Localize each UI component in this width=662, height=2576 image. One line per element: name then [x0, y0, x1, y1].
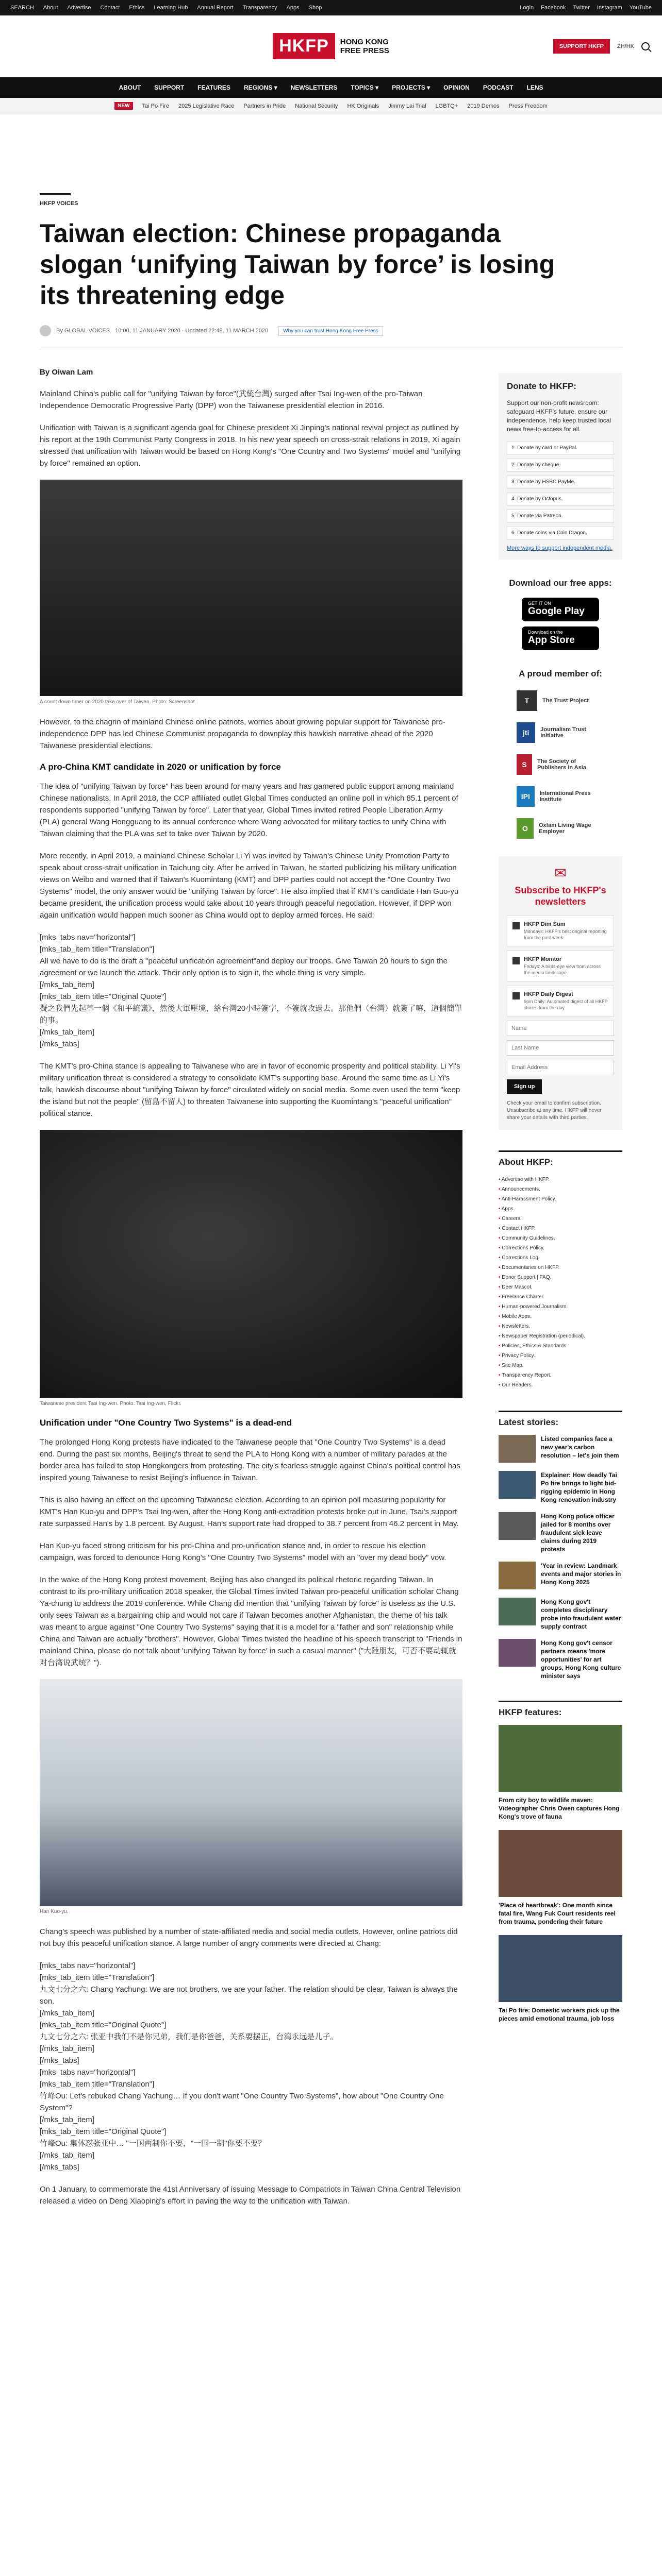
- trending-bar: [0, 98, 662, 114]
- about-link[interactable]: • Mobile Apps.: [499, 1312, 622, 1321]
- feature-story[interactable]: [499, 1935, 622, 2023]
- payment-option[interactable]: 1. Donate by card or PayPal.: [507, 441, 614, 455]
- image-caption: Taiwanese president Tsai Ing-wen. Photo: Tsai Ing-wen, Flickr.: [40, 1401, 181, 1406]
- paragraph: However, to the chagrin of mainland Chinese online patriots, worries about growing popular support for Taiwanese pro-independence DPP has led Chinese Communist propaganda to downplay this hawkish narrative ahead of the 2020 Taiwanese presidential elections.: [40, 718, 445, 750]
- member-logo[interactable]: [517, 816, 604, 841]
- story-title[interactable]: Hong Kong police officer jailed for 8 months over fraudulent sick leave claims during 2019 protests: [541, 1513, 615, 1553]
- trending-link[interactable]: Partners in Pride: [243, 103, 286, 109]
- nav-item[interactable]: ABOUT: [119, 84, 141, 91]
- logo-line2: FREE PRESS: [340, 46, 389, 55]
- trending-link[interactable]: LGBTQ+: [435, 103, 458, 109]
- paragraph: Mainland China's public call for "unifying Taiwan by force"(武統台灣) surged after Tsai Ing-wen of the pro-Taiwan Independence Democratic Progressive Party (DPP) won the Taiwanese presidential election in 2016.: [40, 389, 423, 410]
- shortcode-line: 竹峰Ou: 集体怼张亚中… "一国两制你不要，"一国一制"你要不要？: [40, 2139, 266, 2148]
- site-logo[interactable]: [273, 33, 389, 59]
- story-thumbnail[interactable]: [499, 1512, 536, 1540]
- shortcode-line: 九文七分之六: Chang Yachung: We are not brothers, we are your father. The relation should be clear, Taiwan is always the son.: [40, 1985, 458, 2006]
- payment-options: [507, 441, 614, 540]
- newsletter-text: [524, 991, 608, 1011]
- story-thumbnail[interactable]: [499, 1471, 536, 1499]
- trending-link[interactable]: Press Freedom: [508, 103, 548, 109]
- masthead-actions: [553, 39, 650, 54]
- member-name: The Society of Publishers in Asia: [537, 758, 586, 771]
- about-link[interactable]: • Contact HKFP.: [499, 1224, 622, 1233]
- feature-stories: [499, 1725, 622, 2023]
- section-kicker[interactable]: HKFP VOICES: [40, 200, 78, 207]
- shortcode-line: [mks_tab_item title="Original Quote"]: [40, 2021, 167, 2029]
- about-link[interactable]: • Corrections Policy.: [499, 1243, 622, 1253]
- about-link[interactable]: • Anti-Harassment Policy.: [499, 1194, 622, 1204]
- latest-story[interactable]: [499, 1598, 622, 1631]
- nav-item[interactable]: SUPPORT: [154, 84, 185, 91]
- payment-option[interactable]: 4. Donate by Octopus.: [507, 492, 614, 506]
- feature-image[interactable]: [499, 1935, 622, 2002]
- about-link[interactable]: • Policies, Ethics & Standards.: [499, 1341, 622, 1351]
- newsletter-desc: Mondays: HKFP's best original reporting from the past week.: [524, 929, 607, 940]
- shortcode-line: 竹峰Ou: Let's rebuked Chang Yachung… If you don't want "One Country Two Systems", how about "One Country One System"?: [40, 2092, 444, 2112]
- nav-item[interactable]: FEATURES: [197, 84, 230, 91]
- member-name: Oxfam Living Wage Employer: [538, 822, 591, 835]
- member-mark: jti: [517, 722, 535, 743]
- member-logo[interactable]: [517, 752, 604, 777]
- trending-links: [142, 103, 548, 109]
- shortcode-line: [/mks_tab_item]: [40, 2009, 94, 2018]
- member-name: The Trust Project: [542, 698, 589, 704]
- shortcode-block: [40, 1960, 462, 2173]
- shortcode-line: [mks_tab_item title="Original Quote"]: [40, 992, 167, 1001]
- app-store-big: App Store: [528, 635, 575, 646]
- shortcode-line: 擬之我們先起草一個《和平統議》，然後大軍壓境，給台灣20小時簽字，不簽就攻過去。那他們（台灣）就簽了嘛，這個簡單的事。: [40, 1004, 462, 1025]
- kicker-rule: [40, 193, 71, 198]
- newsletter-text: [524, 921, 608, 941]
- payment-option[interactable]: 2. Donate by cheque.: [507, 458, 614, 472]
- paragraph: The KMT's pro-China stance is appealing to Taiwanese who are in favor of economic prosperity and political stability. Li Yi's military unification threat is considered a strategy to consolidate KMT's supporting base. Around the same time as Li Yi's talk, hawkish discourse about "unifying Taiwan by force" circulated widely on social media. Some even used the term "keep the island but not the people" (留島不留人) to threaten Taiwanese into supporting the Kuomintang's "peaceful unification" political stance.: [40, 1062, 460, 1118]
- about-link[interactable]: • Privacy Policy.: [499, 1351, 622, 1361]
- shortcode-block: [40, 931, 462, 1050]
- social-link[interactable]: Facebook: [541, 5, 566, 11]
- social-link[interactable]: YouTube: [629, 5, 652, 11]
- logo-mark: HKFP: [273, 33, 335, 59]
- paragraph: The idea of "unifying Taiwan by force" has been around for many years and has gamered public support among mainland Chinese nationalists. In April 2018, the CCP affiliated outlet Global Times conducted an online poll in which 85.1 percent of respondents supported "unifying Taiwan by force". Later that year, Global Times invited retired People Liberation Army (PLA) general Wang Hongguang to its annual conference where Wang advocated for military tactics to unify China with Taiwan claiming that the PLA was set to take over Taiwan by 2020.: [40, 782, 458, 838]
- app-store-small: Download on the: [528, 630, 563, 635]
- logo-wordmark: [340, 38, 389, 55]
- newsletter-name: HKFP Daily Digest: [524, 991, 573, 997]
- newsletter-box: [499, 856, 622, 1130]
- email-field[interactable]: [507, 1060, 614, 1075]
- shortcode-line: [mks_tabs nav="horizontal"]: [40, 933, 136, 942]
- donate-box: [499, 373, 622, 560]
- nav-item[interactable]: PROJECTS ▾: [392, 84, 431, 91]
- latest-stories: [499, 1435, 622, 1680]
- about-link[interactable]: • Newspaper Registration (periodical).: [499, 1331, 622, 1341]
- feature-story[interactable]: [499, 1830, 622, 1926]
- paragraph: The prolonged Hong Kong protests have indicated to the Taiwanese people that "One Country Two Systems" is a dead end. During the past six months, Beijing's threat to send the PLA to Hong Kong with a number of military parades at the border area has failed to stop Hongkongers from protesting. The city's fearless struggle against China's political control has inspired young Taiwanese to resist Beijing's influence in Taiwan.: [40, 1438, 460, 1482]
- shortcode-line: [mks_tabs nav="horizontal"]: [40, 1961, 136, 1970]
- nav-item[interactable]: OPINION: [443, 84, 470, 91]
- member-logo[interactable]: [517, 688, 604, 713]
- last-name-field[interactable]: [507, 1040, 614, 1056]
- shortcode-line: [/mks_tab_item]: [40, 2115, 94, 2124]
- story-thumbnail[interactable]: [499, 1639, 536, 1667]
- utility-link[interactable]: Transparency: [242, 5, 277, 11]
- story-thumbnail[interactable]: [499, 1435, 536, 1463]
- about-link[interactable]: • Newsletters.: [499, 1321, 622, 1331]
- newsletter-desc: Fridays: A birds-eye view from across the media landscape.: [524, 964, 601, 975]
- shortcode-line: [/mks_tab_item]: [40, 980, 94, 989]
- about-link[interactable]: • Transparency Report.: [499, 1370, 622, 1380]
- story-title[interactable]: Explainer: How deadly Tai Po fire brings to light bid-rigging epidemic in Hong Kong renovation industry: [541, 1471, 617, 1503]
- article-body: [40, 349, 462, 2217]
- paragraph: More recently, in April 2019, a mainland Chinese Scholar Li Yi was invited by Taiwan's Chinese Unity Promotion Party to speak about cross-strait unification in Taichung city. After he arrived in Taiwan, he started publicizing his military unification views on Weibo and warned that if Taiwan's Kuomintang (KMT) and DPP parties could not accept the "One Country Two Systems" model, the only answer would be "unifying Taiwan by force". He also implied that if KMT's candidate Han Guo-yu became president, the unification process would take about 10 years through peaceful negotiation. However, if DPP won again unification would happen much sooner as China would opt to deploy armed forces. He said:: [40, 852, 459, 920]
- about-link[interactable]: • Donor Support | FAQ.: [499, 1273, 622, 1282]
- trending-link[interactable]: 2019 Demos: [467, 103, 500, 109]
- paragraph: Han Kuo-yu faced strong criticism for his pro-China and pro-unification stance and, in order to rescue his election campaign, was forced to denounce Hong Kong's "One Country Two Systems" model with an "over my dead body" vow.: [40, 1541, 446, 1562]
- about-link[interactable]: • Deer Mascot.: [499, 1282, 622, 1292]
- donate-title: Donate to HKFP:: [507, 381, 577, 391]
- story-thumbnail[interactable]: [499, 1562, 536, 1589]
- payment-option[interactable]: 6. Donate coins via Coin Dragon.: [507, 526, 614, 540]
- image-caption: Han Kuo-yu.: [40, 1909, 69, 1914]
- search-icon[interactable]: [641, 42, 650, 50]
- social-link[interactable]: Instagram: [597, 5, 622, 11]
- social-link[interactable]: Twitter: [573, 5, 590, 11]
- apps-title: Download our free apps:: [509, 578, 612, 588]
- member-mark: O: [517, 818, 534, 839]
- newsletter-note: Check your email to confirm subscription. Unsubscribe at any time. HKFP will never share your details with third parties.: [507, 1100, 602, 1121]
- newsletter-option[interactable]: [507, 916, 614, 946]
- top-utility-bar: [0, 0, 662, 15]
- checkbox[interactable]: [512, 922, 520, 929]
- latest-story[interactable]: [499, 1512, 622, 1553]
- sidebar: [499, 349, 622, 2217]
- shortcode-line: [/mks_tabs]: [40, 1040, 79, 1048]
- shortcode-line: [mks_tab_item title="Translation"]: [40, 1973, 155, 1982]
- about-link[interactable]: • Careers.: [499, 1214, 622, 1224]
- new-badge: NEW: [114, 102, 133, 110]
- countdown-screenshot-image: [40, 480, 462, 696]
- byline-author[interactable]: By GLOBAL VOICES: [56, 328, 110, 334]
- paragraph: Chang's speech was published by a number of state-affiliated media and social media outlets. However, online patriots did not buy this peaceful unification stance. A large number of angry comments were directed at Chang:: [40, 1927, 458, 1948]
- member-logo[interactable]: [517, 720, 604, 745]
- feature-title[interactable]: From city boy to wildlife maven: Videographer Chris Owen captures Hong Kong's trove of fauna: [499, 1797, 620, 1820]
- trending-link[interactable]: Jimmy Lai Trial: [388, 103, 426, 109]
- paragraph: This is also having an effect on the upcoming Taiwanese election. According to an opinion poll measuring popularity for KMT's Han Kuo-yu and DPP's Tsai Ing-wen, after the Hong Kong anti-extradition protests broke out in June, Tsai's support rate surpassed Han's by 1.8 percent. By August, Han's support rate had dropped to 38.7 percent from 46.2 percent in May.: [40, 1496, 459, 1528]
- shortcode-line: [/mks_tabs]: [40, 2163, 79, 2172]
- paragraph: In the wake of the Hong Kong protest movement, Beijing has also changed its political rhetoric regarding Taiwan. In contrast to its pro-military unification 2018 speaker, the Global Times invited Taiwan pro-peaceful unification scholar Chang Ya-chung to address the 2019 conference. While Chang did mention that "unifying Taiwan by force" is useless as the U.S. only sees Taiwan as a bargaining chip and would not care if Taiwan becomes another Afghanistan, the theme of his talk was meant to argue against "One Country Two Systems" saying that it is a model for a "father and son" relationship while China and Taiwan are actually "brothers". However, Global Times twisted the headline of his speech transcript to "Friends in mainland China, please do not talk about 'unifying Taiwan by force' in such a casual manner" ("大陸朋友，可否不要动辄就对台湾说武统？").: [40, 1575, 462, 1667]
- more-ways-link[interactable]: More ways to support independent media.: [507, 545, 613, 551]
- trending-link[interactable]: HK Originals: [347, 103, 379, 109]
- google-play-button[interactable]: [522, 598, 599, 621]
- han-kuo-yu-photo: [40, 1679, 462, 1906]
- article-header: [40, 114, 622, 336]
- about-links: [499, 1175, 622, 1390]
- about-link[interactable]: • Corrections Log.: [499, 1253, 622, 1263]
- member-name: Journalism Trust Initiative: [540, 726, 586, 739]
- envelope-icon: ✉: [554, 865, 567, 881]
- about-link[interactable]: • Documentaries on HKFP.: [499, 1263, 622, 1273]
- shortcode-line: [/mks_tab_item]: [40, 1028, 94, 1037]
- newsletter-options: [507, 916, 614, 1016]
- article-title: Taiwan election: Chinese propaganda slogan ‘unifying Taiwan by force’ is losing its threatening edge: [40, 219, 555, 310]
- story-title[interactable]: Hong Kong gov't censor partners means 'more opportunities' for art groups, Hong Kong culture minister says: [541, 1639, 621, 1680]
- paragraph: On 1 January, to commemorate the 41st Anniversary of issuing Message to Compatriots in Taiwan China Central Television released a video on Deng Xiaoping's effort in paving the way to the unification with Taiwan.: [40, 2185, 461, 2206]
- paragraph: Unification with Taiwan is a significant agenda goal for Chinese president Xi Jinping's national revival project as outlined by his report at the 19th Communist Party Congress in 2018. In his new year speech on cross-strait relations in 2019, Xi again stressed that unification with Taiwan would be based on Hong Kong's "One Country and Two Systems" model and "unifying by force" remained an option.: [40, 423, 461, 468]
- app-store-button[interactable]: [522, 626, 599, 650]
- shortcode-line: [mks_tab_item title="Translation"]: [40, 945, 155, 954]
- story-thumbnail[interactable]: [499, 1598, 536, 1625]
- newsletter-text: [524, 956, 608, 976]
- features-title: HKFP features:: [499, 1701, 622, 1718]
- image-caption: A count down timer on 2020 take over of Taiwan. Photo: Screenshot.: [40, 699, 196, 705]
- member-mark: S: [517, 754, 532, 775]
- language-switch[interactable]: ZH/HK: [617, 43, 634, 49]
- sign-up-button[interactable]: Sign up: [507, 1079, 542, 1094]
- nav-item[interactable]: LENS: [526, 84, 543, 91]
- member-mark: IPI: [517, 786, 535, 807]
- article-author: By Oiwan Lam: [40, 368, 93, 377]
- nav-item[interactable]: NEWSLETTERS: [290, 84, 338, 91]
- utility-link[interactable]: Learning Hub: [154, 5, 188, 11]
- tsai-ing-wen-photo: [40, 1130, 462, 1398]
- story-title[interactable]: 'Year in review: Landmark events and major stories in Hong Kong 2025: [541, 1562, 621, 1586]
- newsletter-name: HKFP Monitor: [524, 956, 562, 962]
- section-heading: Unification under "One Country Two Systems" is a dead-end: [40, 1418, 292, 1428]
- shortcode-line: [/mks_tabs]: [40, 2056, 79, 2065]
- about-link[interactable]: • Site Map.: [499, 1361, 622, 1370]
- about-link[interactable]: • Human-powered Journalism.: [499, 1302, 622, 1312]
- newsletter-option[interactable]: [507, 951, 614, 981]
- google-play-big: Google Play: [528, 606, 585, 617]
- feature-title[interactable]: Tai Po fire: Domestic workers pick up the pieces amid emotional trauma, job loss: [499, 2007, 620, 2022]
- name-field[interactable]: [507, 1021, 614, 1036]
- utility-links: [10, 5, 520, 11]
- social-links: [520, 5, 652, 11]
- google-play-small: GET IT ON: [528, 601, 551, 606]
- member-logo[interactable]: [517, 784, 604, 809]
- masthead: [0, 15, 662, 77]
- utility-link[interactable]: Apps: [286, 5, 300, 11]
- member-mark: T: [517, 690, 537, 711]
- utility-link[interactable]: Advertise: [67, 5, 91, 11]
- newsletter-title: Subscribe to HKFP's newsletters: [515, 885, 606, 907]
- story-title[interactable]: Listed companies face a new year's carbon resolution – let's join them: [541, 1435, 619, 1459]
- trending-link[interactable]: Tai Po Fire: [142, 103, 170, 109]
- shortcode-line: [/mks_tab_item]: [40, 2044, 94, 2053]
- about-link[interactable]: • Apps.: [499, 1204, 622, 1214]
- utility-link[interactable]: About: [43, 5, 58, 11]
- latest-title: Latest stories:: [499, 1411, 622, 1428]
- byline: [40, 325, 622, 336]
- feature-image[interactable]: [499, 1830, 622, 1897]
- checkbox[interactable]: [512, 992, 520, 999]
- shortcode-line: All we have to do is the draft a "peaceful unification agreement"and deploy our troops. Give Taiwan 20 hours to sign the agreement or we launch the attack. Their only option is to sign it, the whole thing is very simple.: [40, 957, 448, 977]
- publish-dates: 10:00, 11 JANUARY 2020 · Updated 22:48, 11 MARCH 2020: [115, 328, 269, 334]
- utility-link[interactable]: Annual Report: [197, 5, 234, 11]
- newsletter-option[interactable]: [507, 986, 614, 1016]
- shortcode-line: [/mks_tab_item]: [40, 2151, 94, 2160]
- member-title: A proud member of:: [519, 669, 602, 679]
- section-heading: A pro-China KMT candidate in 2020 or unification by force: [40, 762, 281, 772]
- payment-option[interactable]: 3. Donate by HSBC PayMe.: [507, 475, 614, 489]
- feature-story[interactable]: [499, 1725, 622, 1821]
- social-link[interactable]: Login: [520, 5, 534, 11]
- member-name: International Press Institute: [539, 790, 591, 803]
- about-link[interactable]: • Freelance Charter.: [499, 1292, 622, 1302]
- support-hkfp-button[interactable]: SUPPORT HKFP: [553, 39, 610, 54]
- main-navigation: [0, 77, 662, 98]
- feature-image[interactable]: [499, 1725, 622, 1792]
- latest-story[interactable]: [499, 1562, 622, 1589]
- about-link[interactable]: • Our Readers.: [499, 1380, 622, 1390]
- latest-story[interactable]: [499, 1435, 622, 1463]
- shortcode-line: [mks_tab_item title="Translation"]: [40, 2080, 155, 2089]
- about-link[interactable]: • Community Guidelines.: [499, 1233, 622, 1243]
- member-logos: [499, 688, 622, 841]
- about-title: About HKFP:: [499, 1150, 622, 1167]
- latest-story[interactable]: [499, 1471, 622, 1504]
- donate-intro: Support our non-profit newsroom: safeguard HKFP's future, ensure our independence, help keep trusted local news free-to-access for all.: [507, 399, 611, 433]
- shortcode-line: 九文七分之六: 张亚中我们不是你兄弟，我们是你爸爸，关系要摆正，台湾永远是儿子。: [40, 2032, 338, 2041]
- utility-link[interactable]: SEARCH: [10, 5, 34, 11]
- trending-link[interactable]: 2025 Legislative Race: [178, 103, 235, 109]
- why-trust-link[interactable]: Why you can trust Hong Kong Free Press: [278, 326, 383, 336]
- utility-link[interactable]: Contact: [100, 5, 120, 11]
- nav-item[interactable]: PODCAST: [483, 84, 514, 91]
- utility-link[interactable]: Shop: [308, 5, 322, 11]
- shortcode-line: [mks_tabs nav="horizontal"]: [40, 2068, 136, 2077]
- newsletter-name: HKFP Dim Sum: [524, 921, 566, 927]
- trending-link[interactable]: National Security: [295, 103, 338, 109]
- checkbox[interactable]: [512, 957, 520, 964]
- newsletter-desc: 9pm Daily: Automated digest of all HKFP stories from the day.: [524, 999, 608, 1010]
- logo-line1: HONG KONG: [340, 37, 389, 46]
- nav-item[interactable]: TOPICS ▾: [351, 84, 379, 91]
- about-link[interactable]: • Advertise with HKFP.: [499, 1175, 622, 1184]
- shortcode-line: [mks_tab_item title="Original Quote"]: [40, 2127, 167, 2136]
- about-link[interactable]: • Announcements.: [499, 1184, 622, 1194]
- nav-item[interactable]: REGIONS ▾: [243, 84, 277, 91]
- utility-link[interactable]: Ethics: [129, 5, 145, 11]
- latest-story[interactable]: [499, 1639, 622, 1680]
- feature-title[interactable]: 'Place of heartbreak': One month since fatal fire, Wang Fuk Court residents reel from trauma, pondering their future: [499, 1902, 616, 1925]
- author-avatar: [40, 325, 51, 336]
- story-title[interactable]: Hong Kong gov't completes disciplinary probe into fraudulent water supply contract: [541, 1598, 621, 1630]
- payment-option[interactable]: 5. Donate via Patreon.: [507, 509, 614, 523]
